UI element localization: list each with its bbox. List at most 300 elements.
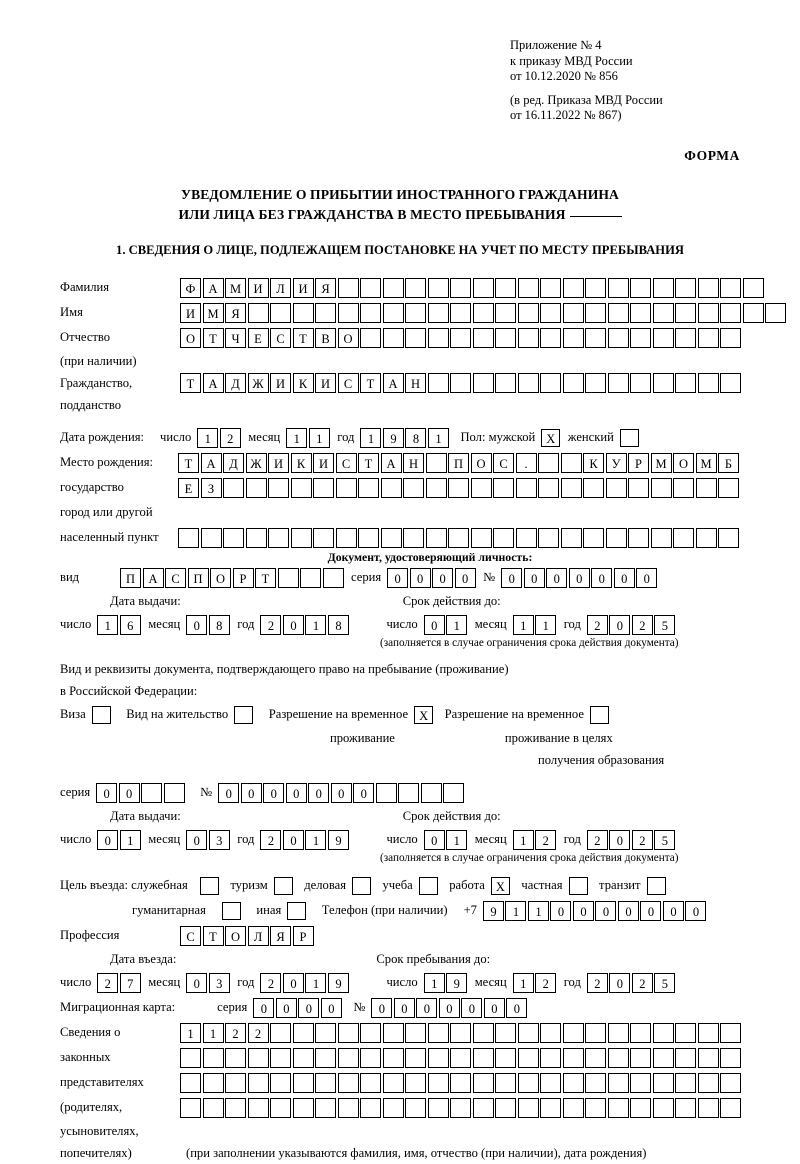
- cell: Л: [248, 926, 269, 946]
- cell: 0: [371, 998, 392, 1018]
- cell: 2: [632, 615, 653, 635]
- cell: [563, 373, 584, 393]
- cell: [698, 278, 719, 298]
- cell: [653, 278, 674, 298]
- cell: Т: [360, 373, 381, 393]
- cell: [493, 478, 514, 498]
- cell: [383, 303, 404, 323]
- cell: М: [203, 303, 224, 323]
- cell: [653, 1073, 674, 1093]
- cell: [383, 1073, 404, 1093]
- cell: [608, 328, 629, 348]
- entry-year-input[interactable]: [260, 973, 350, 993]
- entry-day-label: число: [60, 975, 92, 989]
- residence-checkbox[interactable]: [234, 706, 253, 724]
- surname-label: Фамилия: [60, 280, 110, 294]
- cell: [383, 278, 404, 298]
- cell: Т: [178, 453, 199, 473]
- cell: [421, 783, 442, 803]
- cell: А: [143, 568, 164, 588]
- purpose-transit-checkbox[interactable]: [647, 877, 666, 895]
- row-birthplace-3: [0, 500, 800, 525]
- cell: [270, 1073, 291, 1093]
- cell: 0: [218, 783, 239, 803]
- cell: [376, 783, 397, 803]
- purpose-tourism-checkbox[interactable]: [274, 877, 293, 895]
- header-line-4: (в ред. Приказа МВД России: [510, 92, 663, 107]
- entry-date-label: Дата въезда:: [110, 951, 177, 966]
- stay-until-month-input[interactable]: [513, 973, 558, 993]
- cell: [585, 1023, 606, 1043]
- cell: [698, 1048, 719, 1068]
- doc-series-input[interactable]: [387, 568, 477, 588]
- cell: [381, 478, 402, 498]
- cell: [360, 303, 381, 323]
- cell: [450, 1073, 471, 1093]
- cell: О: [471, 453, 492, 473]
- sex-male-label: Пол: мужской: [460, 430, 536, 444]
- cell: [720, 303, 741, 323]
- visa-checkbox[interactable]: [92, 706, 111, 724]
- row-citizenship: [0, 372, 800, 394]
- cell: 1: [305, 615, 326, 635]
- edu-residence-label-3: получения образования: [538, 752, 665, 767]
- cell: [675, 1023, 696, 1043]
- cell: 9: [383, 428, 404, 448]
- cell: [675, 303, 696, 323]
- title-line-2: ИЛИ ЛИЦА БЕЗ ГРАЖДАНСТВА В МЕСТО ПРЕБЫВАНИЯ: [178, 207, 566, 222]
- doc-valid-year-label: год: [563, 617, 581, 631]
- cell: М: [696, 453, 717, 473]
- row-stay-doc-sub-1: [0, 727, 800, 749]
- cell: 0: [432, 568, 453, 588]
- cell: [398, 783, 419, 803]
- cell: [608, 303, 629, 323]
- cell: [608, 373, 629, 393]
- cell: [585, 303, 606, 323]
- cell: П: [448, 453, 469, 473]
- cell: З: [201, 478, 222, 498]
- patronymic-note: (при наличии): [60, 353, 137, 368]
- stay-until-year-label: год: [563, 975, 581, 989]
- birthdate-label: Дата рождения:: [60, 430, 144, 444]
- temp-residence-checkbox[interactable]: Х: [414, 706, 433, 724]
- entry-day-input[interactable]: [97, 973, 142, 993]
- cell: [473, 303, 494, 323]
- cell: [180, 1073, 201, 1093]
- cell: [315, 1098, 336, 1118]
- cell: А: [383, 373, 404, 393]
- cell: [293, 303, 314, 323]
- cell: 1: [197, 428, 218, 448]
- cell: [336, 528, 357, 548]
- purpose-service-checkbox[interactable]: [200, 877, 219, 895]
- cell: [651, 478, 672, 498]
- row-purpose-2: [0, 898, 800, 923]
- cell: 0: [253, 998, 274, 1018]
- cell: [293, 1048, 314, 1068]
- cell: 0: [186, 973, 207, 993]
- cell: [518, 1098, 539, 1118]
- cell: 1: [305, 973, 326, 993]
- cell: [540, 373, 561, 393]
- cell: 0: [663, 901, 684, 921]
- cell: [606, 528, 627, 548]
- cell: [291, 528, 312, 548]
- purpose-humanitarian-label: гуманитарная: [132, 903, 206, 917]
- cell: [358, 528, 379, 548]
- cell: [336, 478, 357, 498]
- purpose-humanitarian-checkbox[interactable]: [222, 902, 241, 920]
- stay-valid-day-label: число: [386, 832, 418, 846]
- cell: 0: [394, 998, 415, 1018]
- cell: [405, 1098, 426, 1118]
- cell: [360, 1098, 381, 1118]
- cell: К: [293, 373, 314, 393]
- cell: Т: [203, 926, 224, 946]
- purpose-other-label: иная: [256, 903, 282, 917]
- cell: [225, 1098, 246, 1118]
- cell: Т: [293, 328, 314, 348]
- representatives-input-line4[interactable]: [180, 1098, 743, 1118]
- phone-input[interactable]: [483, 901, 708, 921]
- doc-issue-day-input[interactable]: [97, 615, 142, 635]
- stay-valid-day-input[interactable]: [424, 830, 469, 850]
- cell: [585, 1073, 606, 1093]
- cell: [495, 373, 516, 393]
- cell: 1: [505, 901, 526, 921]
- stay-issue-year-input[interactable]: [260, 830, 350, 850]
- cell: Т: [203, 328, 224, 348]
- cell: С: [493, 453, 514, 473]
- cell: 0: [550, 901, 571, 921]
- row-representatives-5: [0, 1120, 800, 1142]
- doc-issue-label: Дата выдачи:: [110, 593, 181, 608]
- cell: [516, 478, 537, 498]
- cell: 0: [484, 998, 505, 1018]
- cell: [696, 478, 717, 498]
- cell: С: [165, 568, 186, 588]
- cell: [315, 1048, 336, 1068]
- cell: [628, 528, 649, 548]
- birthplace-label: Место рождения:: [60, 455, 154, 469]
- cell: 0: [96, 783, 117, 803]
- cell: [448, 478, 469, 498]
- cell: [338, 303, 359, 323]
- cell: И: [270, 373, 291, 393]
- row-representatives-3: [0, 1070, 800, 1095]
- edu-residence-label: Разрешение на временное: [444, 707, 584, 721]
- header-line-1: Приложение № 4: [510, 38, 602, 52]
- cell: [383, 1048, 404, 1068]
- edu-residence-label-2: проживание в целях: [504, 730, 613, 745]
- cell: [673, 528, 694, 548]
- cell: 0: [263, 783, 284, 803]
- cell: [164, 783, 185, 803]
- cell: Р: [628, 453, 649, 473]
- cell: 8: [405, 428, 426, 448]
- cell: [225, 1073, 246, 1093]
- patronymic-input[interactable]: [180, 328, 743, 348]
- cell: 8: [328, 615, 349, 635]
- birthplace-input-line2[interactable]: [178, 478, 741, 498]
- cell: 2: [97, 973, 118, 993]
- cell: [450, 373, 471, 393]
- cell: 0: [410, 568, 431, 588]
- cell: [473, 373, 494, 393]
- doc-kind-input[interactable]: [120, 568, 345, 588]
- cell: [360, 328, 381, 348]
- doc-valid-day-input[interactable]: [424, 615, 469, 635]
- cell: [383, 1098, 404, 1118]
- representatives-label-6: попечителях): [60, 1145, 132, 1160]
- name-input[interactable]: [180, 303, 788, 323]
- cell: О: [338, 328, 359, 348]
- birth-day-label: число: [160, 430, 192, 444]
- cell: 1: [286, 428, 307, 448]
- cell: [246, 478, 267, 498]
- row-doc-date-labels: [0, 590, 800, 612]
- birth-month-input[interactable]: [286, 428, 331, 448]
- migration-number-label: №: [353, 1000, 366, 1014]
- cell: С: [180, 926, 201, 946]
- cell: О: [225, 926, 246, 946]
- cell: [540, 328, 561, 348]
- sex-male-checkbox[interactable]: Х: [541, 429, 560, 447]
- cell: [608, 1023, 629, 1043]
- purpose-other-checkbox[interactable]: [287, 902, 306, 920]
- cell: Ф: [180, 278, 201, 298]
- cell: [585, 373, 606, 393]
- cell: [540, 303, 561, 323]
- cell: [630, 373, 651, 393]
- cell: [718, 528, 739, 548]
- cell: Я: [225, 303, 246, 323]
- cell: [405, 1073, 426, 1093]
- cell: [495, 1098, 516, 1118]
- profession-input[interactable]: [180, 926, 315, 946]
- cell: [493, 528, 514, 548]
- cell: Я: [315, 278, 336, 298]
- cell: 9: [328, 973, 349, 993]
- citizenship-label: Гражданство,: [60, 375, 133, 390]
- doc-valid-year-input[interactable]: [587, 615, 677, 635]
- doc-valid-month-label: месяц: [474, 617, 507, 631]
- birthplace-input-line3[interactable]: [178, 528, 741, 548]
- cell: И: [293, 278, 314, 298]
- cell: [698, 1073, 719, 1093]
- cell: [608, 1073, 629, 1093]
- cell: 0: [636, 568, 657, 588]
- migration-number-input[interactable]: [371, 998, 529, 1018]
- row-stay-doc-sub-2: [0, 749, 800, 771]
- cell: Р: [233, 568, 254, 588]
- edu-residence-checkbox[interactable]: [590, 706, 609, 724]
- cell: [538, 453, 559, 473]
- cell: И: [268, 453, 289, 473]
- cell: [270, 1048, 291, 1068]
- cell: [403, 478, 424, 498]
- cell: 0: [308, 783, 329, 803]
- cell: 0: [97, 830, 118, 850]
- stay-number-input[interactable]: [218, 783, 466, 803]
- sex-female-checkbox[interactable]: [620, 429, 639, 447]
- cell: [448, 528, 469, 548]
- cell: Е: [178, 478, 199, 498]
- cell: [608, 1098, 629, 1118]
- cell: 0: [424, 615, 445, 635]
- purpose-item-label-1: деловая: [304, 878, 346, 892]
- cell: П: [120, 568, 141, 588]
- stay-issue-month-label: месяц: [148, 832, 181, 846]
- cell: [495, 1023, 516, 1043]
- cell: [720, 1098, 741, 1118]
- representatives-input-line2[interactable]: [180, 1048, 743, 1068]
- cell: 3: [209, 973, 230, 993]
- cell: [360, 1048, 381, 1068]
- cell: 2: [260, 615, 281, 635]
- cell: [223, 528, 244, 548]
- cell: Д: [225, 373, 246, 393]
- purpose-work-checkbox[interactable]: Х: [491, 877, 510, 895]
- cell: [293, 1098, 314, 1118]
- cell: 9: [328, 830, 349, 850]
- cell: 1: [424, 973, 445, 993]
- cell: [585, 278, 606, 298]
- doc-issue-year-input[interactable]: [260, 615, 350, 635]
- purpose-private-checkbox[interactable]: [569, 877, 588, 895]
- cell: 0: [685, 901, 706, 921]
- surname-input[interactable]: [180, 278, 765, 298]
- row-doc-kind: [0, 565, 800, 590]
- birth-year-input[interactable]: [360, 428, 450, 448]
- cell: [720, 278, 741, 298]
- stay-series-input[interactable]: [96, 783, 186, 803]
- header-line-3: от 10.12.2020 № 856: [510, 69, 618, 83]
- cell: У: [606, 453, 627, 473]
- citizenship-input[interactable]: [180, 373, 743, 393]
- cell: [338, 1073, 359, 1093]
- cell: [675, 328, 696, 348]
- cell: [720, 1023, 741, 1043]
- cell: [403, 528, 424, 548]
- cell: [653, 373, 674, 393]
- cell: Н: [403, 453, 424, 473]
- visa-label: Виза: [60, 707, 86, 721]
- doc-valid-month-input[interactable]: [513, 615, 558, 635]
- cell: .: [516, 453, 537, 473]
- cell: [698, 373, 719, 393]
- row-entry-dates: [0, 970, 800, 995]
- cell: [720, 1073, 741, 1093]
- purpose-business-checkbox[interactable]: [352, 877, 371, 895]
- stay-valid-year-input[interactable]: [587, 830, 677, 850]
- cell: 0: [546, 568, 567, 588]
- patronymic-label: Отчество: [60, 330, 111, 344]
- cell: [405, 1048, 426, 1068]
- cell: 1: [446, 615, 467, 635]
- cell: [518, 278, 539, 298]
- row-stay-doc-heading-1: [0, 658, 800, 680]
- cell: [495, 328, 516, 348]
- cell: В: [315, 328, 336, 348]
- cell: И: [248, 278, 269, 298]
- cell: [606, 478, 627, 498]
- cell: 0: [569, 568, 590, 588]
- birthplace-input-line1[interactable]: [178, 453, 741, 473]
- header-line-2: к приказу МВД России: [510, 53, 633, 68]
- stay-until-day-input[interactable]: [424, 973, 469, 993]
- cell: О: [210, 568, 231, 588]
- cell: Т: [255, 568, 276, 588]
- cell: [698, 1023, 719, 1043]
- cell: [300, 568, 321, 588]
- cell: 0: [298, 998, 319, 1018]
- cell: [563, 1023, 584, 1043]
- representatives-label-2: законных: [60, 1050, 111, 1064]
- cell: [428, 1023, 449, 1043]
- cell: 0: [424, 830, 445, 850]
- representatives-input-line1[interactable]: [180, 1023, 743, 1043]
- cell: [540, 1098, 561, 1118]
- cell: И: [313, 453, 334, 473]
- entry-month-input[interactable]: [186, 973, 231, 993]
- cell: С: [338, 373, 359, 393]
- cell: [426, 528, 447, 548]
- cell: [471, 478, 492, 498]
- row-doc-dates: [0, 612, 800, 637]
- migration-card-label: Миграционная карта:: [60, 1000, 176, 1014]
- stay-until-year-input[interactable]: [587, 973, 677, 993]
- sex-female-label: женский: [567, 430, 614, 444]
- cell: [630, 1073, 651, 1093]
- row-purpose: [0, 873, 800, 898]
- birth-day-input[interactable]: [197, 428, 242, 448]
- cell: [630, 303, 651, 323]
- migration-series-input[interactable]: [253, 998, 343, 1018]
- cell: 0: [241, 783, 262, 803]
- stay-number-label: №: [200, 785, 213, 799]
- doc-number-label: №: [483, 570, 496, 584]
- cell: 1: [97, 615, 118, 635]
- representatives-input-line3[interactable]: [180, 1073, 743, 1093]
- cell: [718, 478, 739, 498]
- row-stay-doc-series: [0, 780, 800, 805]
- cell: [473, 1048, 494, 1068]
- temp-residence-label-2: проживание: [330, 730, 395, 745]
- cell: [698, 328, 719, 348]
- doc-issue-month-input[interactable]: [186, 615, 231, 635]
- cell: 0: [609, 973, 630, 993]
- cell: [428, 373, 449, 393]
- stay-issue-month-input[interactable]: [186, 830, 231, 850]
- doc-number-input[interactable]: [501, 568, 659, 588]
- cell: [630, 1098, 651, 1118]
- cell: [223, 478, 244, 498]
- stay-valid-month-input[interactable]: [513, 830, 558, 850]
- purpose-study-checkbox[interactable]: [419, 877, 438, 895]
- cell: С: [336, 453, 357, 473]
- cell: А: [203, 278, 224, 298]
- row-patronymic-note: [0, 350, 800, 372]
- stay-issue-day-input[interactable]: [97, 830, 142, 850]
- cell: 1: [513, 830, 534, 850]
- cell: 3: [209, 830, 230, 850]
- cell: 1: [360, 428, 381, 448]
- cell: 0: [595, 901, 616, 921]
- cell: 1: [120, 830, 141, 850]
- cell: 2: [220, 428, 241, 448]
